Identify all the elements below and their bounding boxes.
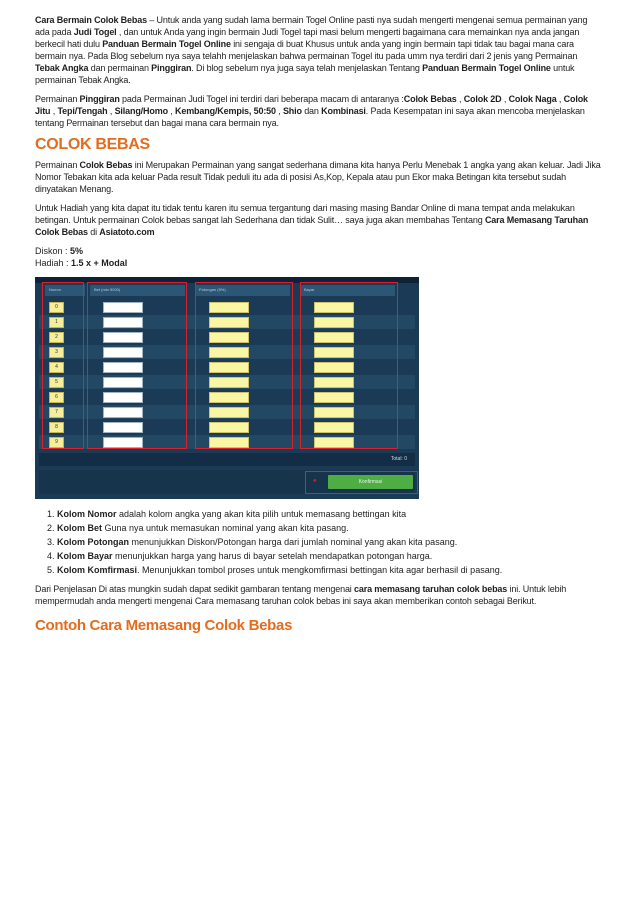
- highlight-bayar: [300, 282, 398, 449]
- column-explanation-list: [35, 507, 603, 577]
- after-paragraph: [35, 583, 603, 607]
- text-run: – Untuk anda yang sudah lama bermain Togel Online pasti nya sudah mengerti mengenai semua permainan yang ada pada: [35, 15, 588, 37]
- text-run: ini. Untuk lebih mempermudah anda mengerti mengenai Cara memasang taruhan colok bebas ini saya akan memberikan contoh sebagai Berikut.: [35, 584, 567, 606]
- text-run: ,: [501, 94, 509, 104]
- text-run: ,: [556, 94, 564, 104]
- diskon-line: [35, 245, 603, 257]
- number-cell[interactable]: 4: [49, 362, 64, 373]
- hadiah-line: [35, 257, 603, 269]
- text-run: . Di blog sebelum nya juga saya telah menjelaskan Tentang: [191, 63, 423, 73]
- text-run: . Pada Kesempatan ini saya akan mencoba menjelaskan tentang Permainan tersebut dan bagai mana cara bermain nya.: [35, 106, 585, 128]
- text-run: ,: [167, 106, 175, 116]
- bold-colok-2d: Colok 2D: [463, 94, 502, 104]
- list-item-term: Kolom Potongan: [57, 537, 129, 547]
- bold-colok-naga: Colok Naga: [508, 94, 557, 104]
- number-cell[interactable]: 1: [49, 317, 64, 328]
- highlight-potongan: [195, 282, 293, 449]
- text-run: Untuk Hadiah yang kita dapat itu tidak tentu karen itu semua tergantung dari masing masing Bandar Online di mana tempat anda melakukan betingan. Untuk permainan Colok bebas sangat lah Sederhana dan tidak Sulit… saya juga akan membahas Tentang: [35, 203, 575, 225]
- number-cell[interactable]: 7: [49, 407, 64, 418]
- highlight-confirm: [305, 471, 418, 494]
- text-run: ,: [275, 106, 283, 116]
- text-run: ini sengaja di buat Khusus untuk anda yang ingin bermain tapi tidak tau bagai mana cara bermain nya. Pada Blog sebelum nya saya telahh menjelaskan bahwa permainan Togel itu pada umm nya terdiri dari 2 jenis yang Permainan: [35, 39, 578, 61]
- bold-asiatoto: Asiatoto.com: [99, 227, 155, 237]
- total-row: [39, 453, 415, 466]
- number-cell[interactable]: 3: [49, 347, 64, 358]
- bold-tepi-tengah: Tepi/Tengah: [57, 106, 108, 116]
- diskon-label: Diskon :: [35, 246, 71, 256]
- bold-tebak-angka: Tebak Angka: [35, 63, 89, 73]
- number-cell[interactable]: 5: [49, 377, 64, 388]
- bold-colok-bebas: Colok Bebas: [403, 94, 457, 104]
- section1-paragraph-1: [35, 159, 603, 195]
- bold-pinggiran: Pinggiran: [151, 63, 192, 73]
- hadiah-value: 1.5 x + Modal: [71, 258, 128, 268]
- list-item: [57, 521, 603, 535]
- col-header-text: Nomor: [49, 287, 62, 292]
- text-run: pada Permainan Judi Togel ini terdiri dari beberapa macam di antaranya :: [119, 94, 404, 104]
- list-item: [57, 535, 603, 549]
- text-run: ,: [107, 106, 115, 116]
- bold-panduan-2: Panduan Bermain Togel Online: [422, 63, 551, 73]
- text-run: Permainan: [35, 94, 80, 104]
- bold-shio: Shio: [282, 106, 302, 116]
- section1-paragraph-2: [35, 202, 603, 238]
- number-cell[interactable]: 0: [49, 302, 64, 313]
- list-item-text: Guna nya untuk memasukan nominal yang akan kita pasang.: [102, 523, 349, 533]
- bold-kombinasi: Kombinasi: [321, 106, 366, 116]
- bold-silang-homo: Silang/Homo: [114, 106, 168, 116]
- list-item-term: Kolom Komfirmasi: [57, 565, 138, 575]
- number-cell[interactable]: 2: [49, 332, 64, 343]
- betting-form-screenshot: [35, 277, 419, 499]
- bold-panduan: Panduan Bermain Togel Online: [102, 39, 231, 49]
- number-cell[interactable]: 6: [49, 392, 64, 403]
- section-heading-contoh: Contoh Cara Memasang Colok Bebas: [35, 617, 293, 634]
- text-run: Dari Penjelasan Di atas mungkin sudah dapat sedikit gambaran tentang mengenai: [35, 584, 355, 594]
- text-run: , dan untuk Anda yang ingin bermain Judi Togel tapi masi belum mengerti bagaimana cara memainkan nya anda jangan berkecil hati dulu: [35, 27, 580, 49]
- highlight-bet: [87, 282, 187, 449]
- bold-judi-togel: Judi Togel: [73, 27, 117, 37]
- text-run: untuk permainan Tebak Angka.: [35, 63, 575, 85]
- bold-pinggiran: Pinggiran: [79, 94, 120, 104]
- list-item-text: adalah kolom angka yang akan kita pilih untuk memasang bettingan kita: [116, 509, 407, 519]
- number-cell[interactable]: 8: [49, 422, 64, 433]
- intro-paragraph-1: [35, 14, 603, 86]
- text-run: dan permainan: [88, 63, 152, 73]
- bold-colok-jitu: Colok Jitu: [35, 94, 588, 116]
- lock-icon: ●: [313, 478, 317, 484]
- col-header-text: Bet (min 5000): [94, 287, 121, 292]
- col-header-text: Potongan (5%): [199, 287, 226, 292]
- list-item: [57, 563, 603, 577]
- number-cell[interactable]: 9: [49, 437, 64, 448]
- hadiah-label: Hadiah :: [35, 258, 72, 268]
- bold-cara-memasang: Cara Memasang Taruhan Colok Bebas: [35, 215, 589, 237]
- intro-paragraph-2: [35, 93, 603, 129]
- list-item-text: menunjukkan Diskon/Potongan harga dari jumlah nominal yang akan kita pasang.: [129, 537, 458, 547]
- section-heading-colok-bebas: COLOK BEBAS: [35, 136, 150, 153]
- bold-kembang-kempis: Kembang/Kempis, 50:50: [174, 106, 276, 116]
- list-item-text: menunjukkan harga yang harus di bayar setelah mendapatkan potongan harga.: [112, 551, 433, 561]
- list-item: [57, 507, 603, 521]
- highlight-nomor: [42, 282, 84, 449]
- text-run: ,: [456, 94, 464, 104]
- bold-cara-memasang-taruhan: cara memasang taruhan colok bebas: [354, 584, 508, 594]
- total-label: Total: 0: [390, 456, 407, 462]
- confirm-button[interactable]: Konfirmasi: [328, 475, 413, 489]
- text-run: dan: [301, 106, 322, 116]
- list-item: [57, 549, 603, 563]
- intro-title-bold: Cara Bermain Colok Bebas: [35, 15, 147, 25]
- text-run: ,: [50, 106, 58, 116]
- text-run: ini Merupakan Permainan yang sangat sederhana dimana kita hanya Perlu Menebak 1 angka yang akan keluar. Jadi Jika Nomor Tebakan kita ada keluar Pada result Tidak peduli itu ada di posisi As,Kop, Kepala atau pun Ekor maka Betingan kita tersebut sudah dinyatakan Menang.: [35, 160, 601, 194]
- list-item-term: Kolom Bet: [57, 523, 102, 533]
- bold-colok-bebas: Colok Bebas: [79, 160, 133, 170]
- text-run: Permainan: [35, 160, 80, 170]
- text-run: di: [87, 227, 100, 237]
- list-item-text: . Menunjukkan tombol proses untuk mengkomfirmasi bettingan kita agar berhasil di pasang.: [137, 565, 503, 575]
- article: [35, 14, 603, 634]
- diskon-value: 5%: [70, 246, 84, 256]
- list-item-term: Kolom Nomor: [57, 509, 117, 519]
- list-item-term: Kolom Bayar: [57, 551, 113, 561]
- col-header-text: Bayar: [304, 287, 315, 292]
